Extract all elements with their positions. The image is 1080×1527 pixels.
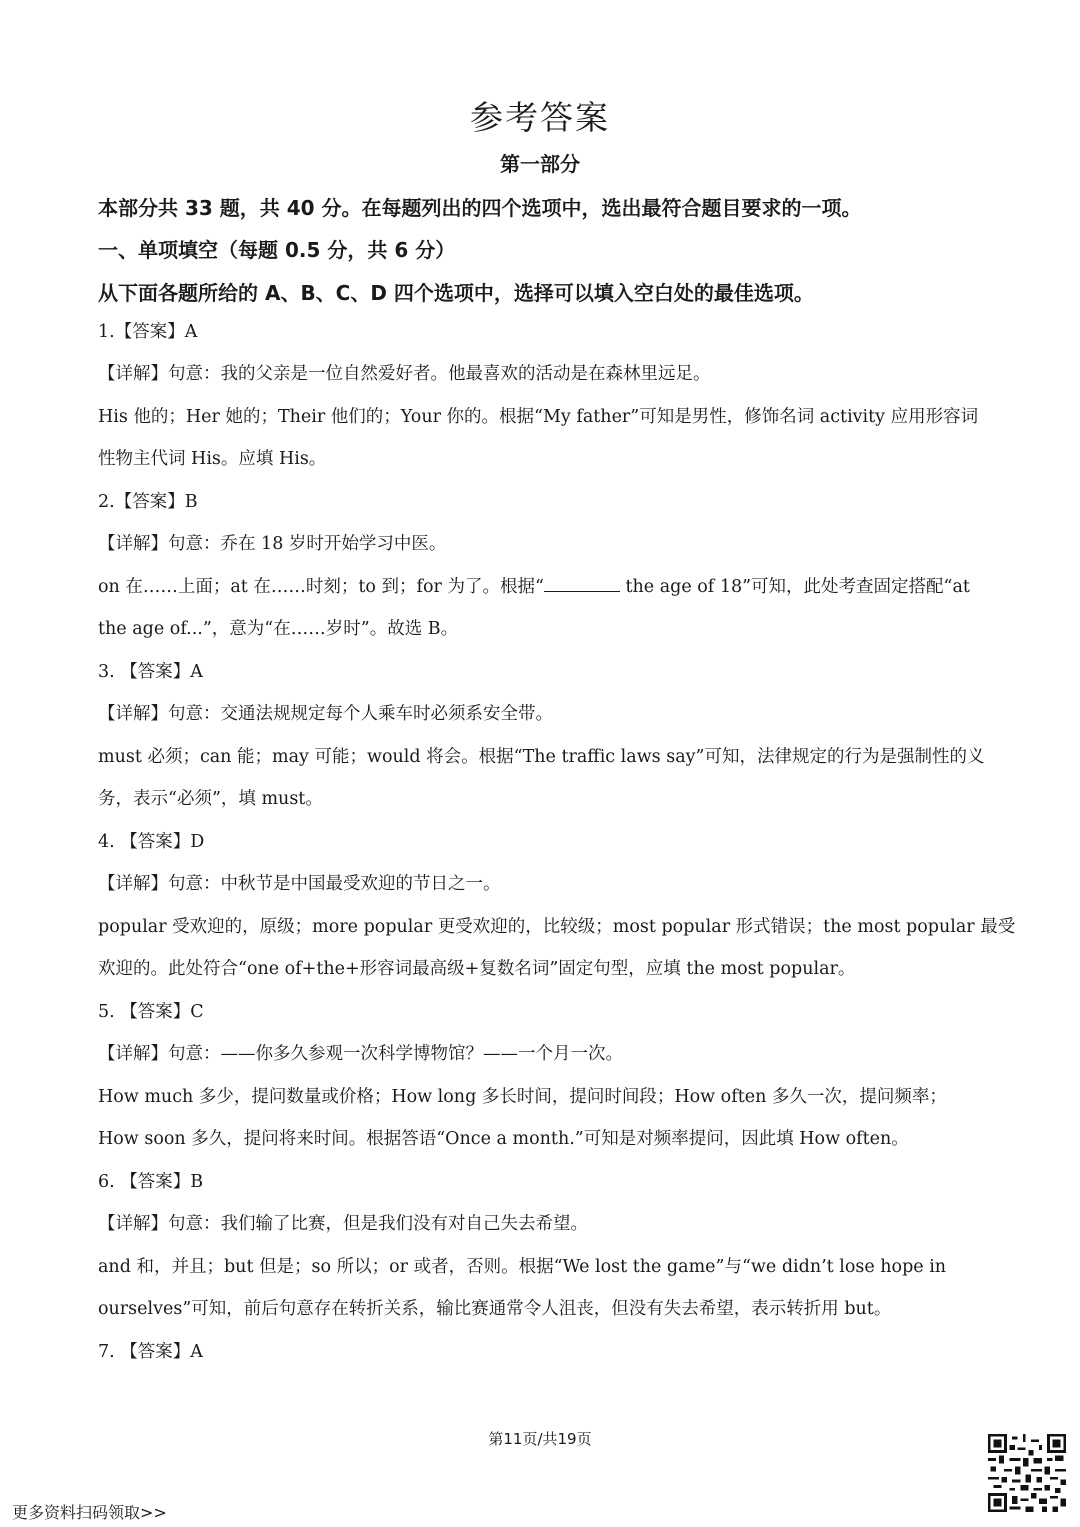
explain-text: the age of 18”可知，此处考查固定搭配“at — [619, 577, 970, 597]
answer-explain-line: popular 受欢迎的，原级；more popular 更受欢迎的，比较级；most popular 形式错误；the most popular 最受 — [98, 917, 1016, 937]
explain-text: on 在……上面；at 在……时刻；to 到；for 为了。根据“ — [98, 577, 544, 597]
answer-detail: 【详解】句意：中秋节是中国最受欢迎的节日之一。 — [98, 874, 501, 894]
answer-explain-line: the age of...”，意为“在……岁时”。故选 B。 — [98, 619, 459, 639]
answer-label: 3. 【答案】A — [98, 662, 203, 682]
page-title: 参考答案 — [470, 98, 610, 137]
answer-explain-line: How much 多少，提问数量或价格；How long 多长时间，提问时间段；How often 多久一次，提问频率； — [98, 1087, 947, 1107]
answer-explain-line: His 他的；Her 她的；Their 他们的；Your 你的。根据“My father”可知是男性，修饰名词 activity 应用形容词 — [98, 407, 979, 427]
part-direction: 从下面各题所给的 A、B、C、D 四个选项中，选择可以填入空白处的最佳选项。 — [98, 281, 814, 305]
answer-label: 2.【答案】B — [98, 492, 198, 512]
answer-detail: 【详解】句意：我的父亲是一位自然爱好者。他最喜欢的活动是在森林里远足。 — [98, 364, 711, 384]
answer-label: 7. 【答案】A — [98, 1342, 203, 1362]
answer-explain-line: 性物主代词 His。应填 His。 — [98, 449, 327, 469]
answer-detail: 【详解】句意：我们输了比赛，但是我们没有对自己失去希望。 — [98, 1214, 588, 1234]
section-title: 第一部分 — [500, 152, 580, 176]
answer-detail: 【详解】句意：交通法规规定每个人乘车时必须系安全带。 — [98, 704, 553, 724]
part-heading: 一、单项填空（每题 0.5 分，共 6 分） — [98, 238, 456, 262]
instructions-intro: 本部分共 33 题，共 40 分。在每题列出的四个选项中，选出最符合题目要求的一项。 — [98, 196, 862, 220]
answer-detail: 【详解】句意：乔在 18 岁时开始学习中医。 — [98, 534, 447, 554]
blank-line — [544, 577, 620, 592]
answer-label: 5. 【答案】C — [98, 1002, 204, 1022]
answer-label: 4. 【答案】D — [98, 832, 205, 852]
answer-explain-line: must 必须；can 能；may 可能；would 将会。根据“The traffic laws say”可知，法律规定的行为是强制性的义 — [98, 747, 985, 767]
answer-explain-line — [98, 575, 970, 599]
answer-label: 1.【答案】A — [98, 322, 198, 342]
promo-link[interactable]: 更多资料扫码领取>> — [12, 1503, 167, 1522]
answer-explain-line: ourselves”可知，前后句意存在转折关系，输比赛通常令人沮丧，但没有失去希望，表示转折用 but。 — [98, 1299, 892, 1319]
answer-detail: 【详解】句意：——你多久参观一次科学博物馆？——一个月一次。 — [98, 1044, 623, 1064]
answer-label: 6. 【答案】B — [98, 1172, 204, 1192]
qr-code-icon — [988, 1434, 1066, 1512]
answer-explain-line: 欢迎的。此处符合“one of+the+形容词最高级+复数名词”固定句型，应填 the most popular。 — [98, 959, 856, 979]
page-number: 第11页/共19页 — [488, 1430, 592, 1448]
answer-explain-line: How soon 多久，提问将来时间。根据答语“Once a month.”可知是对频率提问，因此填 How often。 — [98, 1129, 909, 1149]
answer-explain-line: and 和，并且；but 但是；so 所以；or 或者，否则。根据“We lost the game”与“we didn’t lose hope in — [98, 1257, 947, 1277]
answer-explain-line: 务，表示“必须”，填 must。 — [98, 789, 323, 809]
